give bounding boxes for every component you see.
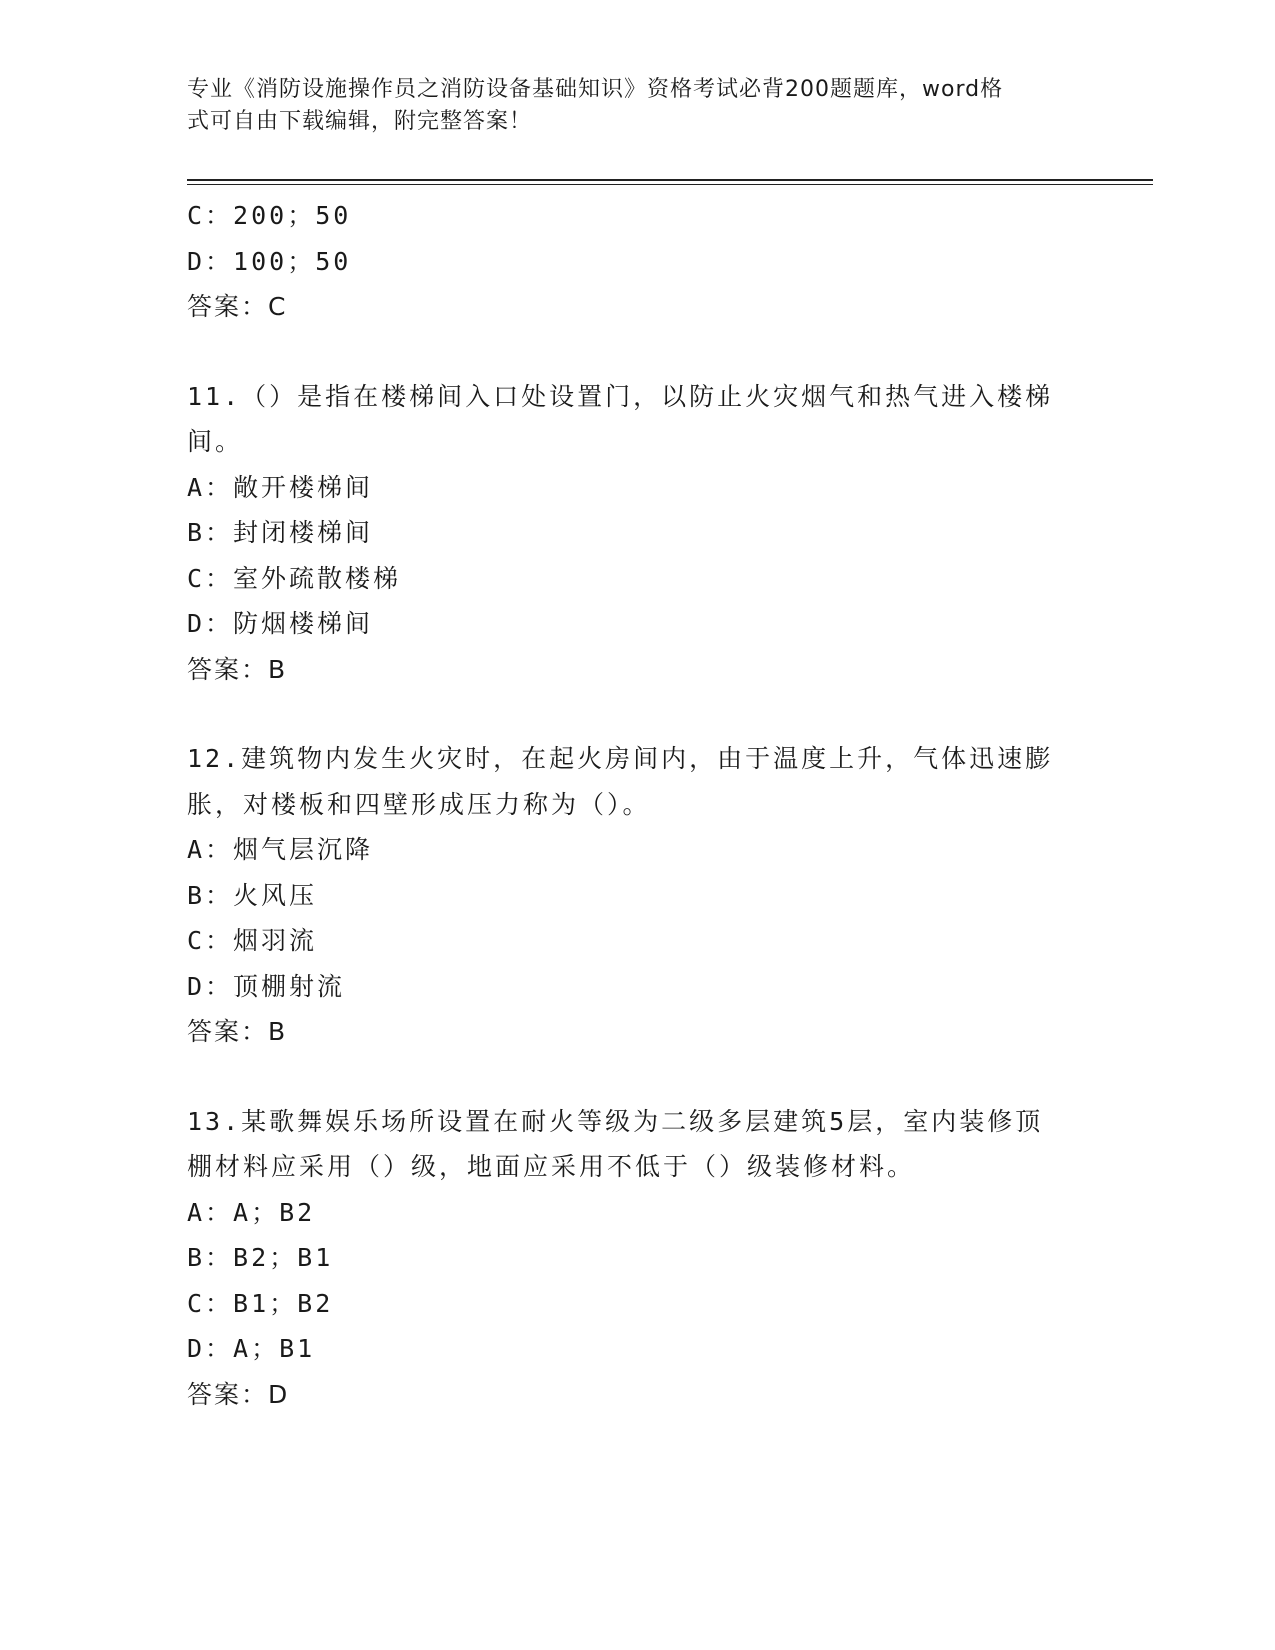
question-13-option-c: C：B1；B2 [187, 1288, 334, 1318]
question-list [187, 193, 1087, 1417]
question-12-stem-line-1: 12.建筑物内发生火灾时，在起火房间内，由于温度上升，气体迅速膨 [187, 744, 1054, 773]
question-10-tail [187, 193, 1087, 330]
question-11-stem-line-1: 11.（）是指在楼梯间入口处设置门，以防止火灾烟气和热气进入楼梯 [187, 381, 1054, 411]
header-divider-thick [187, 179, 1153, 181]
question-11-option-d: D：防烟楼梯间 [187, 609, 374, 638]
question-13-stem-line-2: 棚材料应采用（）级，地面应采用不低于（）级装修材料。 [187, 1152, 916, 1181]
question-11-stem-line-2: 间。 [187, 427, 244, 456]
question-12-stem-line-2: 胀，对楼板和四壁形成压力称为（）。 [187, 789, 651, 819]
question-13-answer: 答案：D [187, 1379, 290, 1409]
question-11 [187, 374, 1087, 693]
question-13-option-d: D：A；B1 [187, 1334, 316, 1363]
question-12 [187, 736, 1087, 1055]
question-11-answer: 答案：B [187, 654, 288, 684]
spacer [187, 330, 1087, 374]
spacer [187, 692, 1087, 736]
question-12-option-c: C：烟羽流 [187, 926, 318, 955]
document-header [187, 74, 1067, 138]
header-title-line-2: 式可自由下载编辑，附完整答案！ [187, 109, 533, 134]
question-10-answer: 答案：C [187, 292, 288, 321]
question-11-option-c: C：室外疏散楼梯 [187, 563, 402, 593]
question-13-option-a: A：A；B2 [187, 1197, 316, 1227]
question-12-option-a: A：烟气层沉降 [187, 835, 374, 864]
question-12-answer: 答案：B [187, 1017, 288, 1046]
question-13-stem-line-1: 13.某歌舞娱乐场所设置在耐火等级为二级多层建筑5层，室内装修顶 [187, 1106, 1044, 1136]
header-title-line-1: 专业《消防设施操作员之消防设备基础知识》资格考试必背200题题库，word格 [187, 77, 1004, 102]
question-12-option-b: B：火风压 [187, 880, 318, 910]
question-11-option-a: A：敞开楼梯间 [187, 472, 374, 502]
question-10-option-d: D：100；50 [187, 246, 352, 276]
question-13 [187, 1099, 1087, 1418]
spacer [187, 1055, 1087, 1099]
question-11-option-b: B：封闭楼梯间 [187, 518, 374, 547]
header-divider-thin [187, 184, 1153, 185]
question-12-option-d: D：顶棚射流 [187, 971, 346, 1001]
question-10-option-c: C：200；50 [187, 201, 352, 230]
question-13-option-b: B：B2；B1 [187, 1243, 334, 1272]
